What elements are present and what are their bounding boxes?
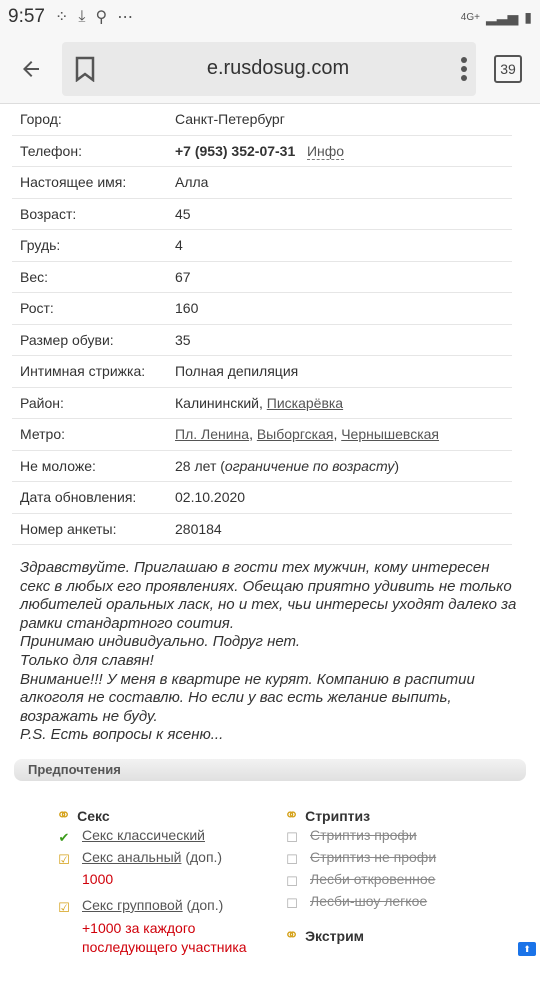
min-age-tail: )	[394, 458, 399, 474]
info-row-height	[12, 293, 512, 325]
info-table	[12, 104, 512, 545]
pref-note: (доп.)	[183, 897, 224, 913]
info-row-district	[12, 388, 512, 420]
info-row-real-name	[12, 167, 512, 199]
tabs-button[interactable]: 39	[494, 55, 522, 83]
info-row-id	[12, 514, 512, 546]
info-row-age	[12, 199, 512, 231]
pref-item	[284, 849, 524, 871]
info-label: Настоящее имя:	[12, 174, 175, 190]
back-button[interactable]	[0, 34, 62, 104]
info-value	[175, 458, 399, 474]
pref-title	[284, 925, 524, 947]
price-text: 1000	[82, 871, 113, 887]
pref-item	[284, 827, 524, 849]
metro-link[interactable]: Пл. Ленина	[175, 426, 249, 442]
pref-column-sex	[56, 805, 266, 957]
status-bar	[0, 0, 540, 34]
info-row-metro	[12, 419, 512, 451]
phone-number[interactable]: +7 (953) 352-07-31	[175, 143, 295, 159]
min-age-value: 28 лет (	[175, 458, 225, 474]
pref-item	[56, 849, 266, 871]
rings-icon: ⚭	[284, 805, 299, 826]
pref-link[interactable]: Секс классический	[82, 827, 205, 843]
min-age-note: ограничение по возрасту	[225, 458, 394, 474]
description-paragraph: Принимаю индивидуально. Подруг нет.	[20, 633, 520, 652]
description-paragraph: Здравствуйте. Приглашаю в гости тех мужчин, кому интересен секс в любых его проявлениях. Обещаю приятно удивить не только любителей оральных ласк, но и тех, чьи интересы уходят далеко за рамки стандартного соития.	[20, 559, 520, 633]
info-value: 67	[175, 269, 191, 285]
price-text: +1000 за каждого последующего участника	[82, 920, 247, 955]
back-arrow-icon	[19, 57, 43, 81]
info-value: 280184	[175, 521, 222, 537]
status-icons	[55, 7, 133, 27]
info-label: Район:	[12, 395, 175, 411]
pref-price	[56, 919, 256, 957]
pref-title-text: Секс	[77, 808, 110, 824]
pref-item	[56, 827, 266, 849]
info-row-phone	[12, 136, 512, 168]
district-link[interactable]: Пискарёвка	[267, 395, 343, 411]
info-label: Размер обуви:	[12, 332, 175, 348]
url-text[interactable]: e.rusdosug.com	[96, 57, 460, 80]
pref-link[interactable]: Секс анальный	[82, 849, 181, 865]
info-row-min-age	[12, 451, 512, 483]
empty-box-icon: ☐	[284, 827, 300, 849]
status-time: 9:57	[8, 6, 45, 28]
pref-item	[284, 871, 524, 893]
info-row-shoe-size	[12, 325, 512, 357]
separator: ,	[259, 395, 267, 411]
scroll-top-button[interactable]: ⬆	[518, 942, 536, 956]
info-row-updated	[12, 482, 512, 514]
info-row-breast	[12, 230, 512, 262]
dots-icon: ⁘	[55, 7, 68, 27]
pref-title-text: Стриптиз	[305, 808, 370, 824]
extra-check-icon: ☑	[56, 897, 72, 919]
pref-price	[56, 871, 266, 893]
extra-check-icon: ☑	[56, 849, 72, 871]
description-paragraph: P.S. Есть вопросы к ясеню...	[20, 726, 520, 745]
info-label: Дата обновления:	[12, 489, 175, 505]
district-name: Калининский	[175, 395, 259, 411]
info-label: Возраст:	[12, 206, 175, 222]
info-value	[175, 143, 344, 159]
metro-link[interactable]: Выборгская	[257, 426, 334, 442]
info-row-city	[12, 104, 512, 136]
page-content	[0, 104, 540, 981]
info-value: 35	[175, 332, 191, 348]
pref-note: (доп.)	[181, 849, 222, 865]
check-icon: ✔	[56, 827, 72, 849]
pref-item	[56, 897, 266, 919]
info-row-haircut	[12, 356, 512, 388]
empty-box-icon: ☐	[284, 849, 300, 871]
info-label: Интимная стрижка:	[12, 363, 175, 379]
pref-item	[284, 893, 524, 915]
info-value: Полная депиляция	[175, 363, 298, 379]
signal-icon: ▂▃▅	[486, 9, 518, 26]
kebab-menu-icon[interactable]	[460, 56, 468, 82]
url-bar[interactable]	[62, 42, 476, 96]
info-label: Грудь:	[12, 237, 175, 253]
info-label: Город:	[12, 111, 175, 127]
pref-strike[interactable]: Стриптиз не профи	[310, 849, 436, 865]
pref-title	[284, 805, 524, 827]
rings-icon: ⚭	[56, 805, 71, 826]
search-icon: ⚲	[95, 7, 107, 27]
info-value: Пл. Ленина, Выборгская, Чернышевская	[175, 426, 439, 442]
info-label: Метро:	[12, 426, 175, 442]
pref-strike[interactable]: Лесби-шоу легкое	[310, 893, 427, 909]
browser-toolbar	[0, 34, 540, 104]
info-row-weight	[12, 262, 512, 294]
info-value: 02.10.2020	[175, 489, 245, 505]
info-value: 4	[175, 237, 183, 253]
phone-info-link[interactable]: Инфо	[307, 143, 344, 160]
pref-title	[56, 805, 266, 827]
info-value: 160	[175, 300, 198, 316]
pref-column-striptease	[284, 805, 524, 947]
preferences-header[interactable]: Предпочтения	[14, 759, 526, 781]
info-value: 45	[175, 206, 191, 222]
info-label: Телефон:	[12, 143, 175, 159]
pref-strike[interactable]: Стриптиз профи	[310, 827, 417, 843]
info-value: Санкт-Петербург	[175, 111, 285, 127]
profile-description	[20, 559, 520, 745]
pref-title-text: Экстрим	[305, 928, 364, 944]
status-right	[461, 9, 532, 26]
info-value: Алла	[175, 174, 208, 190]
bookmark-icon[interactable]	[74, 56, 96, 82]
description-paragraph: Внимание!!! У меня в квартире не курят. Компанию в распитии алкоголя не составлю. Но если у вас есть желание выпить, возражать не буду.	[20, 671, 520, 727]
info-value	[175, 395, 343, 411]
empty-box-icon: ☐	[284, 893, 300, 915]
info-label: Рост:	[12, 300, 175, 316]
description-paragraph: Только для славян!	[20, 652, 520, 671]
download-icon: ⤓	[78, 8, 85, 26]
info-label: Номер анкеты:	[12, 521, 175, 537]
empty-box-icon: ☐	[284, 871, 300, 893]
more-icon: ⋯	[117, 7, 133, 27]
pref-strike[interactable]: Лесби откровенное	[310, 871, 435, 887]
pref-link[interactable]: Секс групповой	[82, 897, 183, 913]
battery-icon: ▮	[524, 9, 532, 26]
info-label: Не моложе:	[12, 458, 175, 474]
metro-link[interactable]: Чернышевская	[341, 426, 439, 442]
rings-icon: ⚭	[284, 925, 299, 946]
network-label: 4G+	[461, 12, 480, 23]
preferences-section	[0, 781, 540, 981]
info-label: Вес:	[12, 269, 175, 285]
